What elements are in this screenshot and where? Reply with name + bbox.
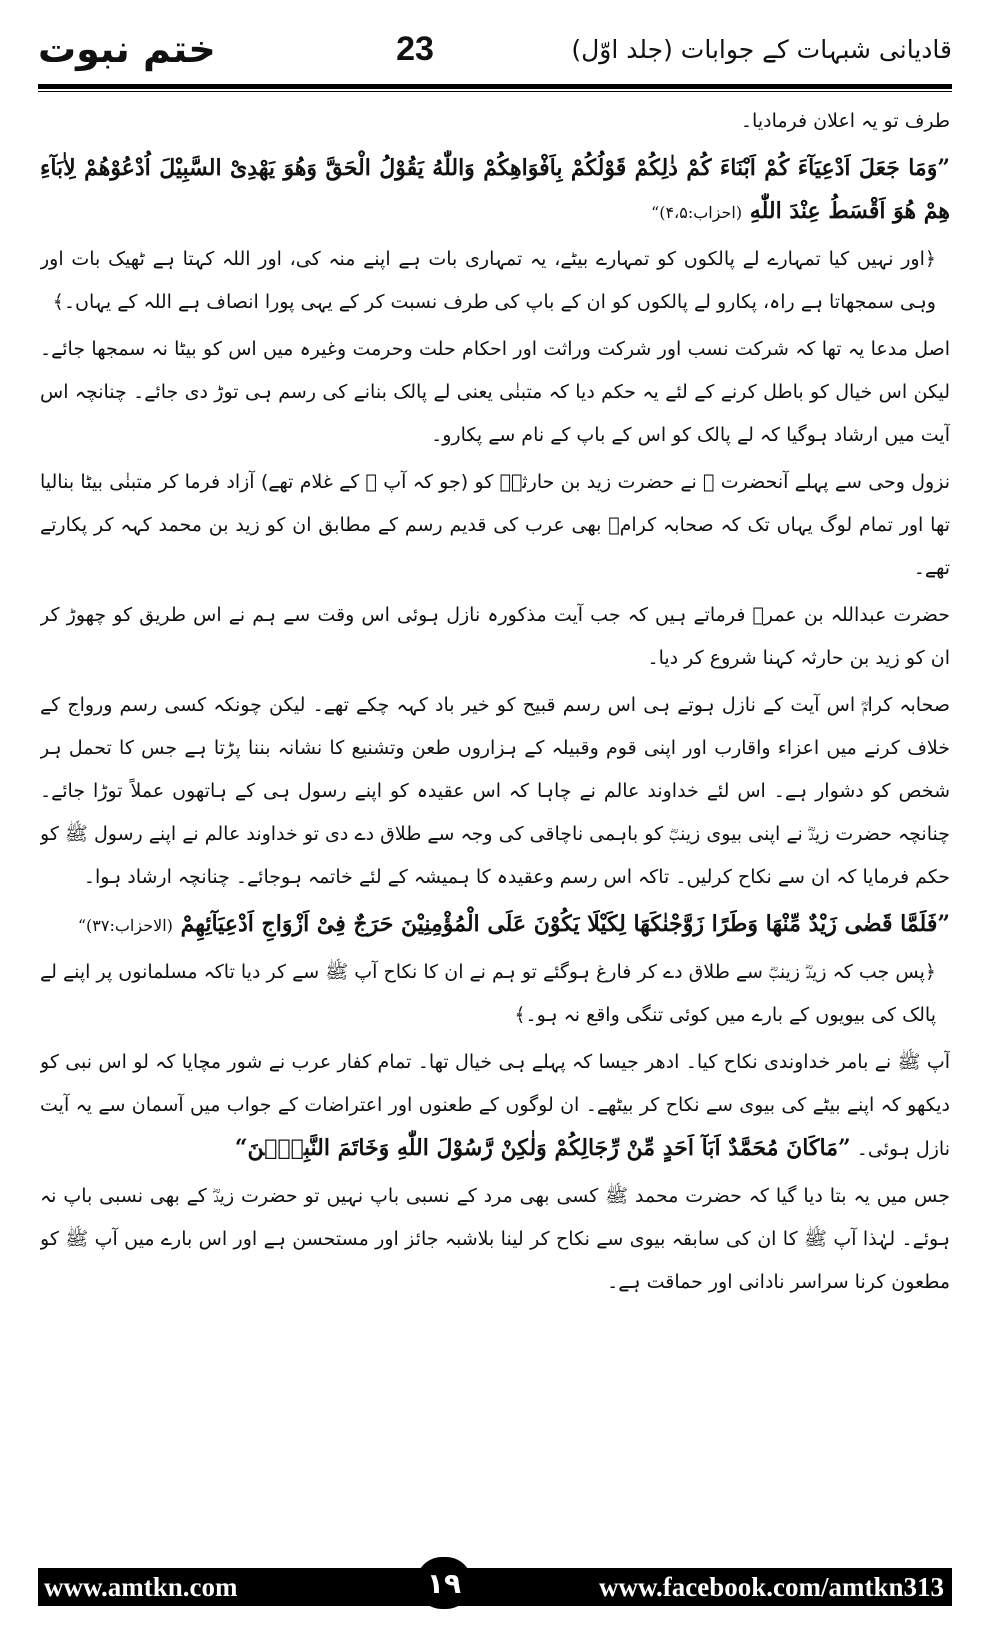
header-rule: [38, 84, 952, 89]
quran-verse-3: ”مَاکَانَ مُحَمَّدٌ اَبَآ اَحَدٍ مِّنْ رِّجَالِکُمْ وَلٰکِنْ رَّسُوْلَ اللّٰهِ وَخَاتَمَ النَّبِیّٖنَ“: [234, 1135, 851, 1161]
footer-page-number: ۱۹: [416, 1557, 472, 1609]
quran-verse-2: [40, 903, 950, 947]
paragraph-4: حضرت عبداللہ بن عمرؓ فرماتے ہیں کہ جب آیت مذکورہ نازل ہوئی اس وقت سے ہم نے اس طریق کو چھوڑ کر ان کو زید بن حارثہ کہنا شروع کر دیا۔: [40, 604, 950, 669]
paragraph-5: صحابہ کرامؓ اس آیت کے نازل ہوتے ہی اس رسم قبیح کو خیر باد کہہ چکے تھے۔ لیکن چونکہ کسی رسم ورواج کے خلاف کرنے میں اعزاء واقارب اور اپنی قوم وقبیلہ کے ہزاروں طعن وتشنیع کا نشانہ بننا پڑتا ہے جس کا تحمل ہر شخص کو دشوار ہے۔ اس لئے خداوند عالم نے چاہا کہ اس عقیدہ کو اپنے رسول ہی کے ہاتھوں عملاً توڑا جائے۔ چنانچہ حضرت زیدؓ نے اپنی بیوی زینبؓ کو باہمی ناچاقی کی وجہ سے طلاق دے دی تو خداوند عالم نے اپنے رسول ﷺ کو حکم فرمایا کہ ان سے نکاح کرلیں۔ تاکہ اس رسم وعقیدہ کا ہمیشہ کے لئے خاتمہ ہوجائے۔ چنانچہ ارشاد ہوا۔: [40, 694, 950, 888]
verse-2-reference: (الاحزاب:۳۷)“: [77, 916, 173, 935]
page-footer: [38, 1568, 952, 1606]
verse-1-reference: (احزاب:۴،۵)“: [651, 203, 743, 222]
paragraph-6: [40, 1041, 950, 1171]
paragraph-2: اصل مدعا یہ تھا کہ شرکت نسب اور شرکت وراثت اور احکام حلت وحرمت وغیرہ میں اس کو بیٹا نہ سمجھا جائے۔ لیکن اس خیال کو باطل کرنے کے لئے یہ حکم دیا کہ متبنٰی یعنی لے پالک بنانے کی رسم ہی توڑ دی جائے۔ چنانچہ اس آیت میں ارشاد ہوگیا کہ لے پالک کو اس کے باپ کے نام سے پکارو۔: [40, 338, 950, 446]
footer-website-link[interactable]: www.amtkn.com: [44, 1571, 238, 1602]
paragraph-3: نزول وحی سے پہلے آنحضرت ﷺ نے حضرت زید بن حارثہؓ کو (جو کہ آپ ﷺ کے غلام تھے) آزاد فرما کر متبنٰی بیٹا بنالیا تھا اور تمام لوگ یہاں تک کہ صحابہ کرامؓ بھی عرب کی قدیم رسم کے مطابق ان کو زید بن محمد کہہ کر پکارتے تھے۔: [40, 471, 950, 579]
paragraph-intro: طرف تو یہ اعلان فرمادیا۔: [740, 110, 950, 132]
page-header: [38, 18, 952, 80]
translation-2: ﴿پس جب کہ زیدؓ زینبؓ سے طلاق دے کر فارغ ہوگئے تو ہم نے ان کا نکاح آپ ﷺ سے کر دیا تاکہ مسلمانوں پر اپنے لے پالک کی بیویوں کے بارے میں کوئی تنگی واقع نہ ہو۔﴾: [40, 961, 936, 1026]
footer-facebook-link[interactable]: www.facebook.com/amtkn313: [599, 1571, 944, 1602]
translation-1: ﴿اور نہیں کیا تمہارے لے پالکوں کو تمہارے بیٹے، یہ تمہاری بات ہے اپنے منہ کی، اور اللہ کہتا ہے ٹھیک بات اور وہی سمجھاتا ہے راہ، پکارو لے پالکوں کو ان کے باپ کی طرف نسبت کر کے یہی پورا انصاف ہے اللہ کے یہاں۔﴾: [40, 248, 936, 313]
header-page-number: 23: [396, 29, 434, 68]
header-rule-thin: [38, 91, 952, 92]
header-left-title: ختم نبوت: [38, 27, 216, 71]
page-body: [40, 100, 950, 1540]
quran-verse-1: [40, 147, 950, 234]
header-book-title: قادیانی شبہات کے جوابات (جلد اوّل): [571, 34, 952, 64]
paragraph-7: جس میں یہ بتا دیا گیا کہ حضرت محمد ﷺ کسی بھی مرد کے نسبی باپ نہیں تو حضرت زیدؓ کے بھی نسبی باپ نہ ہوئے۔ لہٰذا آپ ﷺ کا ان کی سابقہ بیوی سے نکاح کر لینا بلاشبہ جائز اور مستحسن ہے اور اس بارے میں آپ ﷺ کو مطعون کرنا سراسر نادانی اور حماقت ہے۔: [40, 1185, 950, 1293]
verse-1-text: ”وَمَا جَعَلَ اَدْعِیَآءَ کُمْ اَبْنَاءَ کُمْ ذٰلِکُمْ قَوْلُکُمْ بِاَفْوَاهِکُمْ وَاللّٰهُ یَقُوْلُ الْحَقَّ وَهُوَ یَهْدِیْ السَّبِیْلَ اُدْعُوْهُمْ لِاٰبَآءِ هِمْ هُوَ اَقْسَطُ عِنْدَ اللّٰهِ: [40, 155, 950, 224]
paragraph-6-text: آپ ﷺ نے بامر خداوندی نکاح کیا۔ ادھر جیسا کہ پہلے ہی خیال تھا۔ تمام کفار عرب نے شور مچایا کہ لو اس نبی کو دیکھو کہ اپنے بیٹے کی بیوی سے نکاح کر بیٹھے۔ ان لوگوں کے طعنوں اور اعتراضات کے جواب میں آسمان سے یہ آیت نازل ہوئی۔: [40, 1051, 950, 1160]
verse-2-text: ”فَلَمَّا قَضٰی زَیْدٌ مِّنْهَا وَطَرًا زَوَّجْنٰکَهَا لِکَیْلَا یَکُوْنَ عَلَی الْمُؤْمِنِیْنَ حَرَجٌ فِیْ اَزْوَاجِ اَدْعِیَآئِهِمْ: [180, 911, 950, 937]
